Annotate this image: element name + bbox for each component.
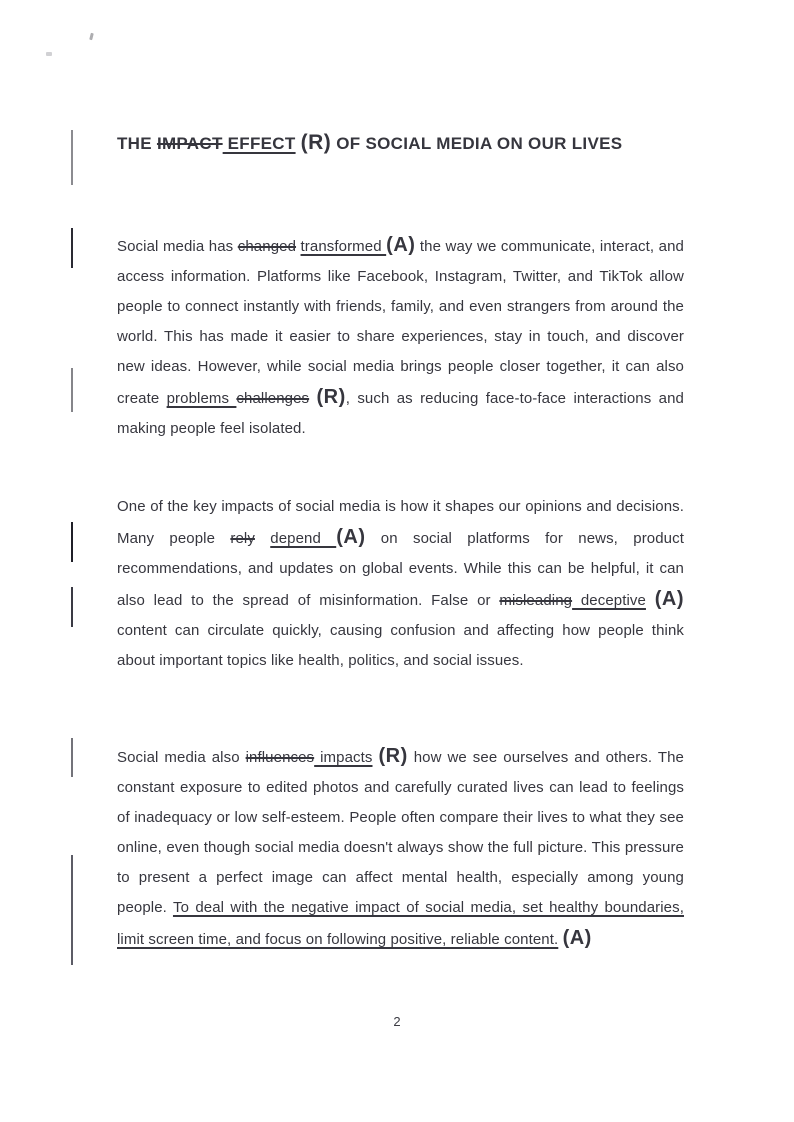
revision-annotation: (A) — [654, 588, 684, 610]
revision-change-bar — [71, 522, 73, 562]
body-text: the way we communicate, interact, and access information. Platforms like Facebook, Instagram, Twitter, and TikTok allow people to connect instantly with friends, family, and even strangers from around the world. This has made it easier to share experiences, stay in touch, and discover new ideas. However, while social media brings people closer together, it can also create — [117, 238, 684, 407]
body-text: , such as reducing face-to-face interactions and making people feel isolated. — [117, 390, 684, 437]
body-text — [646, 592, 655, 609]
revision-change-bar — [71, 587, 73, 627]
deleted-text: influences — [245, 749, 315, 766]
deleted-text: IMPACT — [156, 134, 223, 153]
body-text: Social media has — [117, 238, 238, 255]
revision-annotation: (A) — [336, 526, 366, 548]
revision-annotation: (R) — [316, 386, 346, 408]
revision-annotation: (R) — [378, 745, 408, 767]
body-text: on social platforms for news, product recommendations, and updates on global events. While this can be helpful, it can also lead to the spread of misinformation. False or — [117, 530, 684, 609]
inserted-text: transformed — [300, 238, 387, 255]
revision-annotation: (A) — [386, 234, 416, 256]
revision-change-bar — [71, 855, 73, 965]
revision-change-bar — [71, 228, 73, 268]
revision-change-bar — [71, 130, 73, 185]
inserted-text: problems — [166, 390, 237, 407]
body-text: One of the key impacts of social media is how it shapes our opinions and decisions. Many people — [117, 498, 684, 547]
revision-annotation: (R) — [300, 131, 332, 154]
deleted-text: challenges — [236, 390, 310, 407]
revision-change-bar — [71, 368, 73, 412]
scan-artifact — [89, 33, 94, 41]
body-text — [255, 530, 270, 547]
body-text: THE — [117, 134, 157, 153]
paragraph-self-image — [117, 741, 684, 955]
body-text: Social media also — [117, 749, 246, 766]
paragraph-intro — [117, 230, 684, 444]
body-text: how we see ourselves and others. The constant exposure to edited photos and carefully curated lives can lead to feelings of inadequacy or low self-esteem. People often compare their lives to what they see online, even though social media doesn't always show the full picture. This pressure to present a perfect image can affect mental health, especially among young people. — [117, 749, 684, 916]
inserted-text: To deal with the negative impact of social media, set healthy boundaries, limit screen time, and focus on following positive, reliable content. — [117, 899, 684, 948]
deleted-text: misleading — [499, 592, 573, 609]
deleted-text: rely — [230, 530, 255, 547]
document-title — [117, 131, 697, 156]
inserted-text: EFFECT — [222, 134, 296, 153]
scan-artifact — [46, 52, 52, 56]
inserted-text: depend — [270, 530, 337, 547]
deleted-text: changed — [237, 238, 297, 255]
page-number: 2 — [393, 1014, 401, 1029]
body-text: content can circulate quickly, causing confusion and affecting how people think about important topics like health, politics, and social issues. — [117, 622, 684, 669]
revision-change-bar — [71, 738, 73, 777]
paragraph-opinions — [117, 492, 684, 676]
inserted-text: impacts — [314, 749, 373, 766]
revision-annotation: (A) — [562, 927, 592, 949]
inserted-text: deceptive — [572, 592, 646, 609]
body-text: OF SOCIAL MEDIA ON OUR LIVES — [331, 134, 623, 153]
